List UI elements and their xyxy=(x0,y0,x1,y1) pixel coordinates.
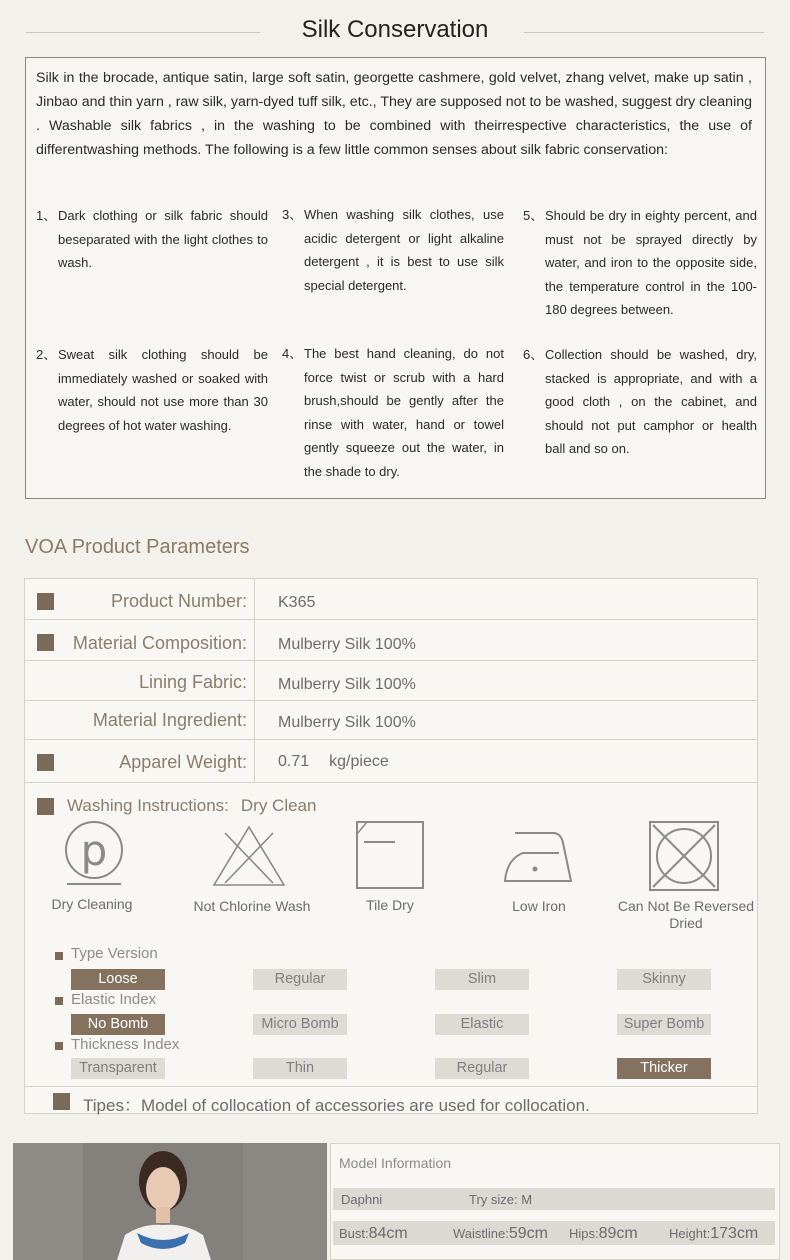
care-tip-text: When washing silk clothes, use acidic detergent or light alkaline detergent , it is best to use silk special detergent. xyxy=(304,207,504,293)
care-tip-number: 6、 xyxy=(523,347,544,362)
hips-measure xyxy=(569,1225,638,1243)
care-tip-text: Sweat silk clothing should be immediately washed or soaked with water, should not use more than 30 degrees of hot water washing. xyxy=(58,347,268,433)
waist-label: Waistline: xyxy=(453,1226,509,1241)
type-version-label: Type Version xyxy=(71,945,158,962)
type-option-regular[interactable]: Regular xyxy=(253,969,347,990)
param-value: K365 xyxy=(278,594,316,611)
hips-label: Hips: xyxy=(569,1226,599,1241)
washing-label: Washing Instructions: xyxy=(67,796,229,815)
dry-cleaning-p-icon xyxy=(63,820,125,886)
param-label: Material Ingredient: xyxy=(92,710,247,730)
hips-value: 89cm xyxy=(598,1225,638,1242)
column-divider xyxy=(254,579,255,619)
washing-value: Dry Clean xyxy=(240,796,317,815)
param-label: Product Number: xyxy=(110,591,247,611)
column-divider xyxy=(254,620,255,660)
param-label: Material Composition: xyxy=(72,633,247,653)
svg-text:p: p xyxy=(80,826,108,875)
model-info-heading: Model Information xyxy=(339,1155,452,1171)
silk-conservation-box xyxy=(25,57,766,499)
thickness-option-regular[interactable]: Regular xyxy=(435,1058,529,1079)
type-option-slim[interactable]: Slim xyxy=(435,969,529,990)
param-value xyxy=(278,753,389,771)
care-tip-number: 2、 xyxy=(36,347,57,362)
param-row-apparel-weight xyxy=(25,740,757,783)
care-tip-number: 4、 xyxy=(282,346,303,361)
waist-measure xyxy=(453,1225,548,1243)
param-row-material-ingredient xyxy=(25,701,757,740)
silk-conservation-title: Silk Conservation xyxy=(301,16,489,43)
elastic-option-elastic[interactable]: Elastic xyxy=(435,1014,529,1035)
param-value: Mulberry Silk 100% xyxy=(278,676,416,693)
height-label: Height: xyxy=(669,1226,711,1241)
care-tip-2 xyxy=(36,343,268,463)
wash-label-dry-cleaning: Dry Cleaning xyxy=(51,896,133,912)
thickness-index-label: Thickness Index xyxy=(71,1036,180,1053)
model-name-bar xyxy=(333,1188,775,1210)
wash-label-no-tumble-dry: Can Not Be Reversed Dried xyxy=(617,898,755,931)
group-marker-square xyxy=(55,997,63,1005)
column-divider xyxy=(254,661,255,700)
type-option-loose[interactable]: Loose xyxy=(71,969,165,990)
care-tip-text: Dark clothing or silk fabric should beseparated with the light clothes to wash. xyxy=(58,208,268,270)
care-tip-number: 1、 xyxy=(36,208,57,223)
column-divider xyxy=(254,701,255,739)
care-tip-text: Collection should be washed, dry, stacked is appropriate, and with a good cloth , on the cabinet, and should not put camphor or health ball and so on. xyxy=(545,347,757,456)
row-marker-square xyxy=(37,634,54,651)
care-tip-5 xyxy=(523,204,759,324)
row-marker-square xyxy=(37,798,54,815)
care-tip-text: Should be dry in eighty percent, and must not be sprayed directly by water, and iron to the opposite side, the temperature control in the 100-180 degrees between. xyxy=(545,208,757,317)
no-chlorine-icon xyxy=(211,823,287,889)
elastic-option-no-bomb[interactable]: No Bomb xyxy=(71,1014,165,1035)
weight-unit: kg/piece xyxy=(329,753,389,770)
elastic-index-label: Elastic Index xyxy=(71,991,157,1008)
model-figure-illustration xyxy=(13,1143,327,1260)
row-marker-square xyxy=(53,1093,70,1110)
weight-value: 0.71 xyxy=(278,753,310,770)
model-photo xyxy=(13,1143,327,1260)
bust-value: 84cm xyxy=(368,1225,408,1242)
column-divider xyxy=(254,740,255,782)
model-name: Daphni xyxy=(341,1192,383,1207)
type-option-skinny[interactable]: Skinny xyxy=(617,969,711,990)
param-row-material-composition xyxy=(25,620,757,661)
silk-conservation-header xyxy=(0,14,790,50)
bust-label: Bust: xyxy=(339,1226,369,1241)
param-label: Apparel Weight: xyxy=(119,752,247,772)
care-tip-text: The best hand cleaning, do not force twist or scrub with a hard brush,should be gently after the rinse with water, hand or towel gently squeeze out the water, in the shade to dry. xyxy=(304,346,504,479)
wash-label-tile-dry: Tile Dry xyxy=(366,897,414,913)
thickness-option-thicker[interactable]: Thicker xyxy=(617,1058,711,1079)
care-tip-number: 5、 xyxy=(523,208,544,223)
thickness-option-transparent[interactable]: Transparent xyxy=(71,1058,165,1079)
care-tip-6 xyxy=(523,343,759,463)
group-marker-square xyxy=(55,1042,63,1050)
param-label: Lining Fabric: xyxy=(138,672,247,692)
wash-label-no-chlorine: Not Chlorine Wash xyxy=(193,898,311,914)
waist-value: 59cm xyxy=(508,1225,548,1242)
row-marker-square xyxy=(37,593,54,610)
care-tip-number: 3、 xyxy=(282,207,303,222)
height-measure xyxy=(669,1225,758,1243)
thickness-option-thin[interactable]: Thin xyxy=(253,1058,347,1079)
param-value: Mulberry Silk 100% xyxy=(278,714,416,731)
tips-row xyxy=(25,1086,757,1114)
model-try-size: Try size: M xyxy=(469,1192,533,1207)
product-parameters-title: VOA Product Parameters xyxy=(25,536,250,558)
no-tumble-dry-icon xyxy=(647,819,723,893)
product-parameters-table xyxy=(24,578,758,1114)
wash-label-low-iron: Low Iron xyxy=(512,898,566,914)
model-measurements-bar xyxy=(333,1221,775,1245)
param-row-product-number xyxy=(25,579,757,620)
group-marker-square xyxy=(55,952,63,960)
elastic-option-super-bomb[interactable]: Super Bomb xyxy=(617,1014,711,1035)
elastic-option-micro-bomb[interactable]: Micro Bomb xyxy=(253,1014,347,1035)
height-value: 173cm xyxy=(710,1225,759,1242)
low-iron-icon xyxy=(501,823,575,887)
care-tip-1 xyxy=(36,204,268,284)
silk-intro-text: Silk in the brocade, antique satin, large soft satin, georgette cashmere, gold velvet, zhang velvet, make up satin , Jinbao and thin yarn , raw silk, yarn-dyed tuff silk, etc., They are supposed not to be washed, suggest dry cleaning . Washable silk fabrics , in the washing to be combined with theirrespective characteristics, the use of differentwashing methods. The following is a few little common senses about silk fabric conservation: xyxy=(36,70,752,158)
care-tip-4 xyxy=(282,342,504,482)
header-rule-right xyxy=(524,32,764,33)
bust-measure xyxy=(339,1225,408,1243)
care-tip-3 xyxy=(282,203,504,303)
model-information-panel xyxy=(330,1143,780,1260)
param-value: Mulberry Silk 100% xyxy=(278,636,416,653)
row-marker-square xyxy=(37,754,54,771)
param-row-lining-fabric xyxy=(25,661,757,701)
tips-text: Tipes：Model of collocation of accessories are used for collocation. xyxy=(83,1096,590,1115)
washing-instructions-heading xyxy=(67,796,316,816)
tile-dry-icon xyxy=(355,820,427,890)
